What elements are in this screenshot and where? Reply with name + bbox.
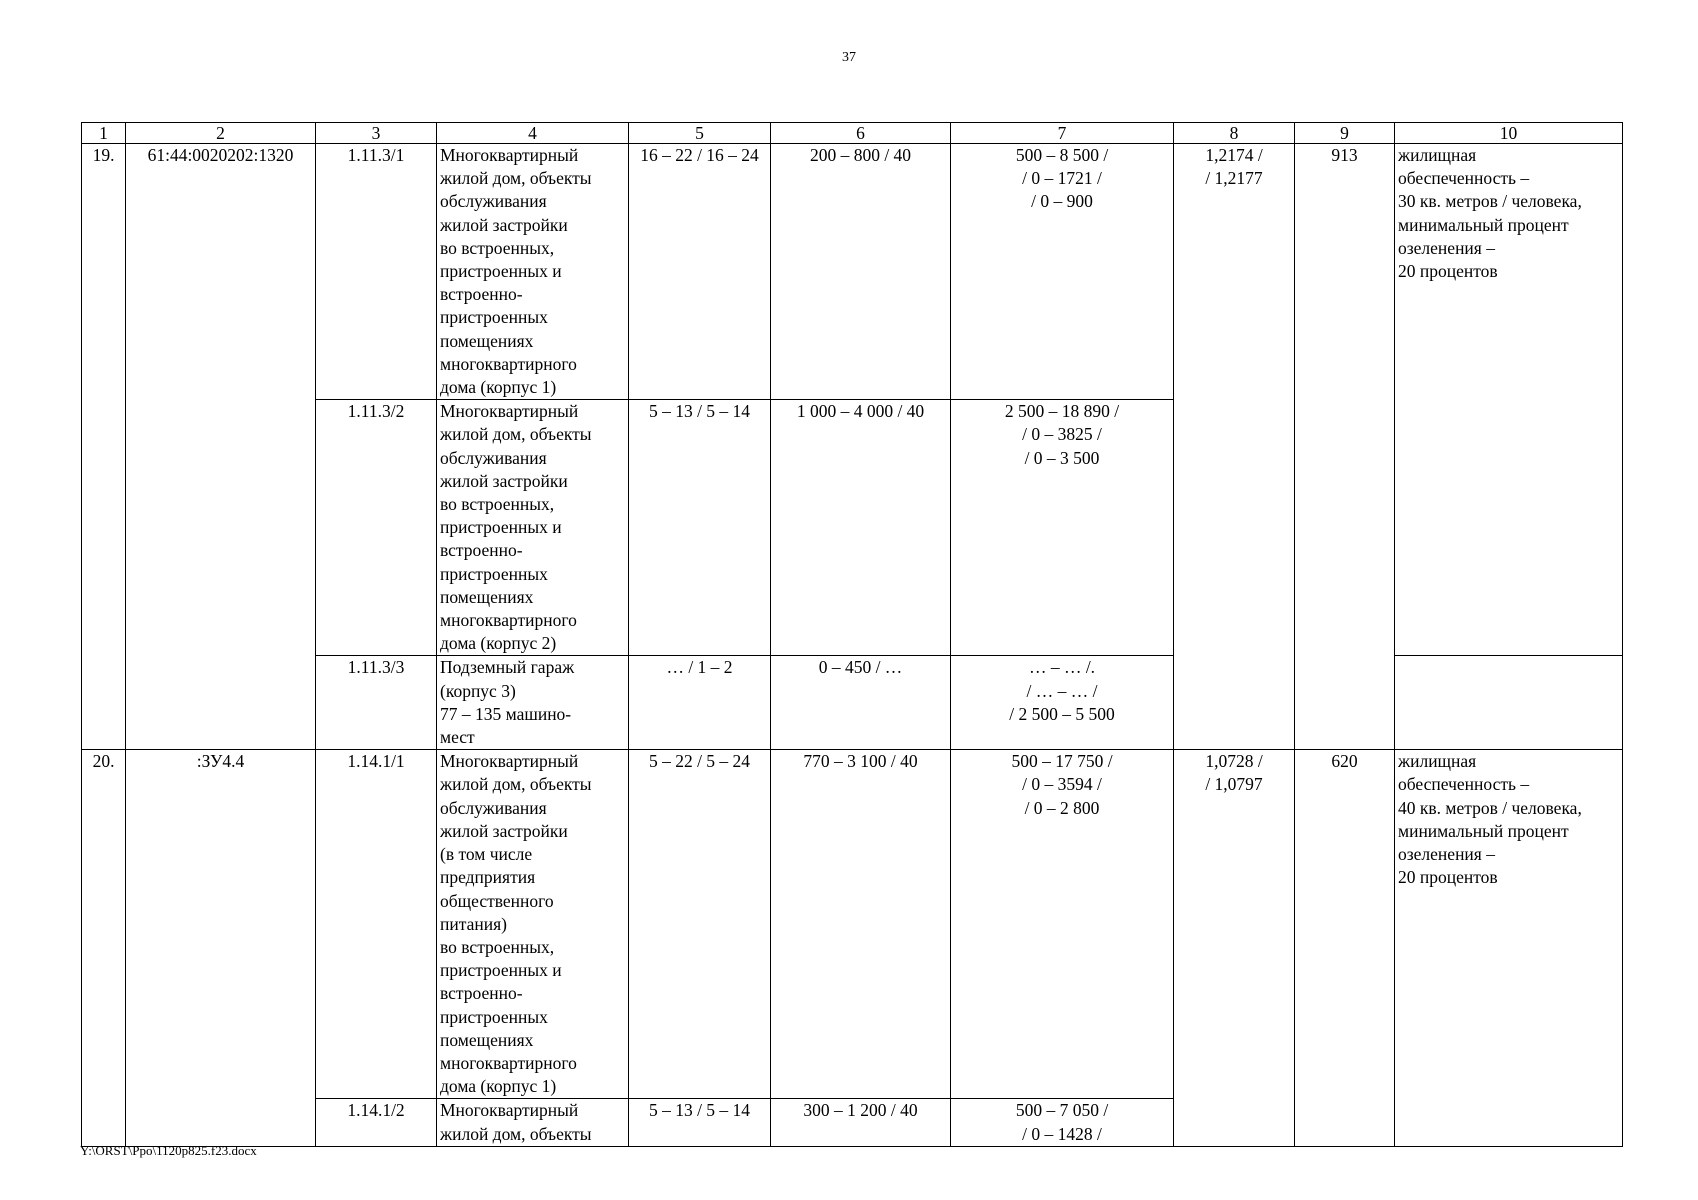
col7-value: … – … /. / … – … / / 2 500 – 5 500 [951, 656, 1174, 750]
header-cell: 7 [951, 123, 1174, 144]
floors-value: … / 1 – 2 [629, 656, 771, 750]
header-cell: 10 [1395, 123, 1623, 144]
col6-value: 1 000 – 4 000 / 40 [771, 400, 951, 656]
indicator-8: 1,2174 / / 1,2177 [1174, 144, 1295, 750]
page-number: 37 [842, 50, 856, 65]
zone-code: 1.11.3/3 [316, 656, 437, 750]
indicator-9: 913 [1295, 144, 1395, 750]
cadastral-number: :ЗУ4.4 [126, 750, 316, 1146]
header-cell: 1 [82, 123, 126, 144]
zone-code: 1.14.1/1 [316, 750, 437, 1099]
row-number: 19. [82, 144, 126, 750]
note-text: жилищная обеспеченность – 30 кв. метров / человека, минимальный процент озеленения – 20 процентов [1395, 144, 1623, 656]
header-cell: 9 [1295, 123, 1395, 144]
col7-value: 2 500 – 18 890 / / 0 – 3825 / / 0 – 3 500 [951, 400, 1174, 656]
zone-code: 1.14.1/2 [316, 1099, 437, 1146]
indicator-8: 1,0728 / / 1,0797 [1174, 750, 1295, 1146]
object-description: Подземный гараж (корпус 3) 77 – 135 машино- мест [437, 656, 629, 750]
floors-value: 5 – 22 / 5 – 24 [629, 750, 771, 1099]
zone-code: 1.11.3/2 [316, 400, 437, 656]
object-description: Многоквартирный жилой дом, объекты [437, 1099, 629, 1146]
note-empty-cell [1395, 656, 1623, 750]
col6-value: 300 – 1 200 / 40 [771, 1099, 951, 1146]
col7-value: 500 – 7 050 / / 0 – 1428 / [951, 1099, 1174, 1146]
col6-value: 200 – 800 / 40 [771, 144, 951, 400]
header-cell: 5 [629, 123, 771, 144]
header-cell: 6 [771, 123, 951, 144]
object-description: Многоквартирный жилой дом, объекты обслуживания жилой застройки (в том числе предприятия общественного питания) во встроенных, пристроенных и встроенно- пристроенных помещениях многоквартирного дома (корпус 1) [437, 750, 629, 1099]
note-text: жилищная обеспеченность – 40 кв. метров / человека, минимальный процент озеленения – 20 процентов [1395, 750, 1623, 1146]
row-number: 20. [82, 750, 126, 1146]
table-row [82, 144, 1623, 400]
zone-code: 1.11.3/1 [316, 144, 437, 400]
col7-value: 500 – 17 750 / / 0 – 3594 / / 0 – 2 800 [951, 750, 1174, 1099]
cadastral-number: 61:44:0020202:1320 [126, 144, 316, 750]
floors-value: 5 – 13 / 5 – 14 [629, 1099, 771, 1146]
col7-value: 500 – 8 500 / / 0 – 1721 / / 0 – 900 [951, 144, 1174, 400]
header-cell: 4 [437, 123, 629, 144]
table-row [82, 750, 1623, 1099]
col6-value: 770 – 3 100 / 40 [771, 750, 951, 1099]
floors-value: 5 – 13 / 5 – 14 [629, 400, 771, 656]
indicator-9: 620 [1295, 750, 1395, 1146]
header-row [82, 123, 1623, 144]
header-cell: 2 [126, 123, 316, 144]
floors-value: 16 – 22 / 16 – 24 [629, 144, 771, 400]
object-description: Многоквартирный жилой дом, объекты обслуживания жилой застройки во встроенных, пристроенных и встроенно- пристроенных помещениях многоквартирного дома (корпус 2) [437, 400, 629, 656]
col6-value: 0 – 450 / … [771, 656, 951, 750]
footer-file-path: Y:\ORST\Ppo\1120p825.f23.docx [80, 1143, 257, 1158]
header-cell: 3 [316, 123, 437, 144]
object-description: Многоквартирный жилой дом, объекты обслуживания жилой застройки во встроенных, пристроенных и встроенно- пристроенных помещениях многоквартирного дома (корпус 1) [437, 144, 629, 400]
parameters-table [81, 122, 1623, 1147]
header-cell: 8 [1174, 123, 1295, 144]
